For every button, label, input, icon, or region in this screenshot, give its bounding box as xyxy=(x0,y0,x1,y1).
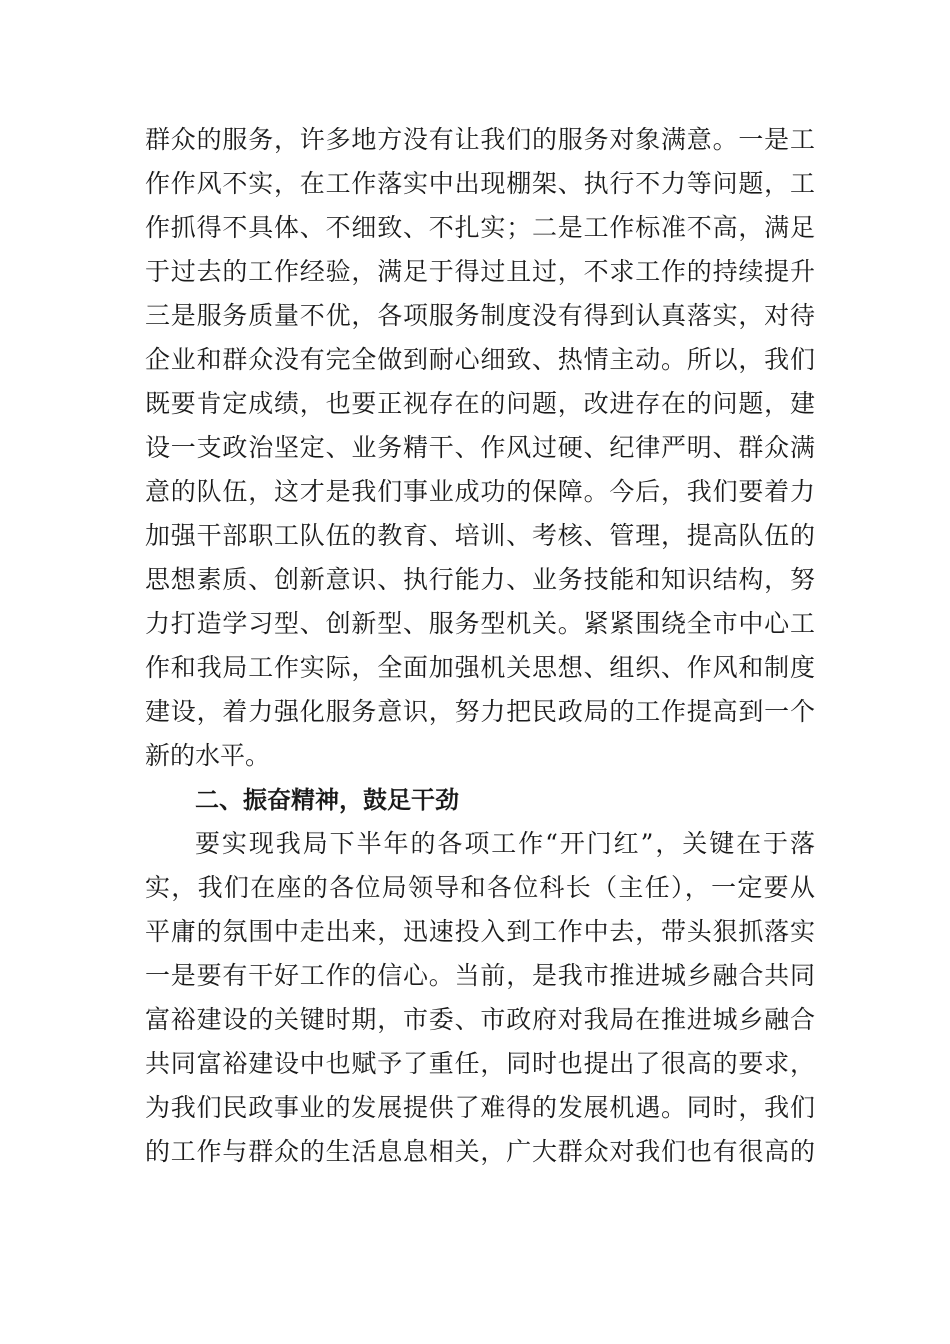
text-line: 意的队伍，这才是我们事业成功的保障。今后，我们要着力 xyxy=(145,477,815,506)
text-line: 要实现我局下半年的各项工作“开门红”，关键在于落 xyxy=(195,829,815,858)
paragraph-2 xyxy=(145,822,815,1174)
text-line: 共同富裕建设中也赋予了重任，同时也提出了很高的要求， xyxy=(145,1049,815,1078)
text-line: 力打造学习型、创新型、服务型机关。紧紧围绕全市中心工 xyxy=(145,609,815,638)
text-line: 建设，着力强化服务意识，努力把民政局的工作提高到一个 xyxy=(145,697,815,726)
text-line: 为我们民政事业的发展提供了难得的发展机遇。同时，我们 xyxy=(145,1093,815,1122)
text-line: 作作风不实，在工作落实中出现棚架、执行不力等问题，工 xyxy=(145,169,815,198)
text-line: 思想素质、创新意识、执行能力、业务技能和知识结构，努 xyxy=(145,565,815,594)
text-line: 作和我局工作实际，全面加强机关思想、组织、作风和制度 xyxy=(145,653,815,682)
text-line: 富裕建设的关键时期，市委、市政府对我局在推进城乡融合 xyxy=(145,1005,815,1034)
text-line: 平庸的氛围中走出来，迅速投入到工作中去，带头狠抓落实 xyxy=(145,917,815,946)
text-line: 一是要有干好工作的信心。当前，是我市推进城乡融合共同 xyxy=(145,961,815,990)
text-line: 的工作与群众的生活息息相关，广大群众对我们也有很高的 xyxy=(145,1137,815,1166)
document-body xyxy=(145,118,815,1174)
paragraph-1 xyxy=(145,118,815,778)
text-line: 设一支政治坚定、业务精干、作风过硬、纪律严明、群众满 xyxy=(145,433,815,462)
text-line: 三是服务质量不优，各项服务制度没有得到认真落实，对待 xyxy=(145,301,815,330)
text-line: 新的水平。 xyxy=(145,741,271,770)
text-line: 企业和群众没有完全做到耐心细致、热情主动。所以，我们 xyxy=(145,345,815,374)
text-line: 实，我们在座的各位局领导和各位科长（主任），一定要从 xyxy=(145,873,815,902)
text-line: 于过去的工作经验，满足于得过且过，不求工作的持续提升 xyxy=(145,257,815,286)
text-line: 作抓得不具体、不细致、不扎实；二是工作标准不高，满足 xyxy=(145,213,815,242)
text-line: 加强干部职工队伍的教育、培训、考核、管理，提高队伍的 xyxy=(145,521,815,550)
text-line: 群众的服务，许多地方没有让我们的服务对象满意。一是工 xyxy=(145,125,815,154)
text-line: 既要肯定成绩，也要正视存在的问题，改进存在的问题，建 xyxy=(145,389,815,418)
section-heading: 二、振奋精神，鼓足干劲 xyxy=(195,786,459,814)
